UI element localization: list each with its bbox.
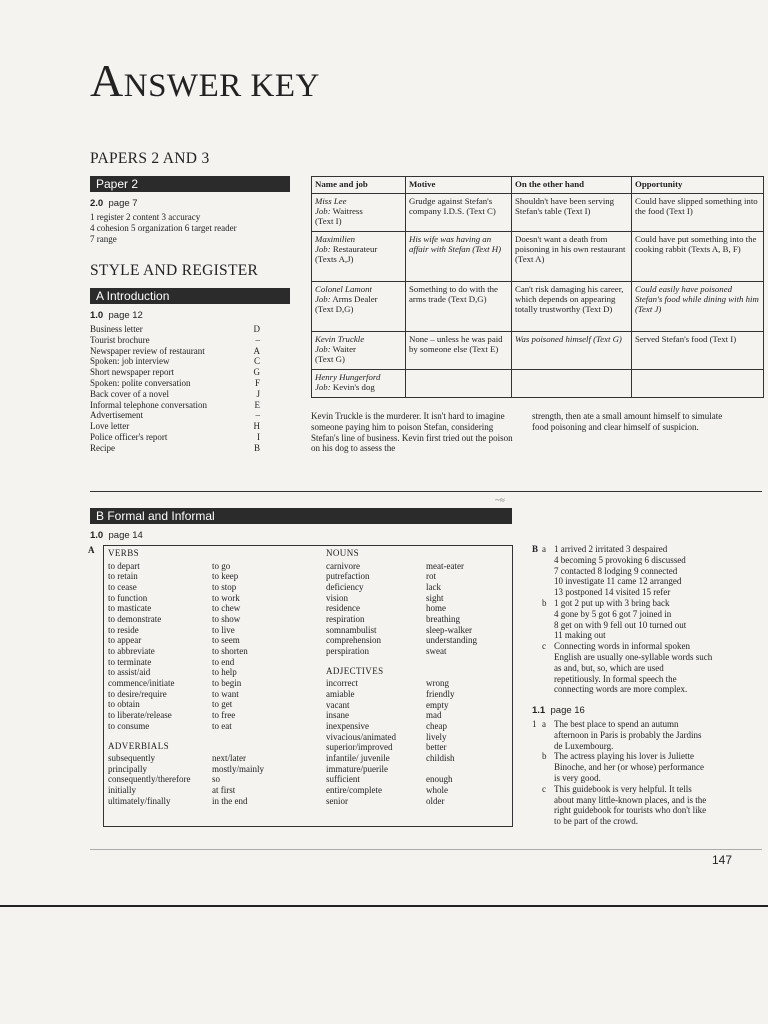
table-row (312, 332, 764, 370)
paper2-bar: Paper 2 (90, 176, 290, 192)
name-cell: Henry Hungerford Job: Kevin's dog (312, 370, 406, 398)
other-hand-cell: Can't risk damaging his career, which depends on appearing totally trustworthy (Text D) (512, 282, 632, 332)
list-item: Newspaper review of restaurant A (90, 345, 260, 356)
page-title: ANSWER KEY (90, 55, 320, 106)
list-item: Tourist brochure – (90, 334, 260, 345)
list-item: Police officer's report I (90, 431, 260, 442)
list-item: amiable friendly (326, 688, 455, 699)
list-item: comprehension understanding (326, 635, 477, 646)
list-item: to cease to stop (108, 581, 237, 592)
name-cell: Kevin Truckle Job: Waiter (Text G) (312, 332, 406, 370)
conclusion-right: strength, then ate a small amount himself to simulate food poisoning and clear himself of suspicion. (532, 411, 723, 432)
table-row (312, 370, 764, 398)
other-hand-cell: Shouldn't have been serving Stefan's table (Text I) (512, 194, 632, 232)
column-header: On the other hand (512, 177, 632, 194)
list-item: Spoken: polite conversation F (90, 377, 260, 388)
list-item: residence home (326, 603, 446, 614)
section-1-1-heading: 1.1 page 16 (532, 705, 585, 716)
list-item: sufficient enough (326, 774, 453, 785)
list-item: to obtain to get (108, 699, 233, 710)
list-item: ultimately/finally in the end (108, 795, 248, 806)
opportunity-cell: Could have put something into the cooking rabbit (Texts A, B, F) (632, 232, 764, 282)
opportunity-cell: Served Stefan's food (Text I) (632, 332, 764, 370)
list-item: to appear to seem (108, 635, 240, 646)
list-item: entire/complete whole (326, 785, 448, 796)
list-item: to masticate to chew (108, 603, 241, 614)
footer-rule (90, 849, 762, 850)
motive-cell: Something to do with the arms trade (Text D,G) (406, 282, 512, 332)
list-item: initially at first (108, 785, 236, 796)
column-header: Opportunity (632, 177, 764, 194)
list-item: Short newspaper report G (90, 367, 260, 378)
formal-informal-bar: B Formal and Informal (90, 508, 512, 524)
part-b-answers: B a 1 arrived 2 irritated 3 despaired 4 becoming 5 provoking 6 discussed 7 contacted 8 lodging 9 connected 10 investigate 11 came 12 arranged 13 postponed 14 visited 15 refer b 1 got 2 put up with 3 bring back 4 gone by 5 got 6 got 7 joined in 8 get on with 9 fell out 10 turned out 11 making out c Connecting words in informal spoken English are usually one-syllable words such as and, but, so, which are used repetitiously. In formal speech the connecting words are more complex. (532, 544, 713, 695)
list-item: superior/improved better (326, 742, 447, 753)
list-item: deficiency lack (326, 581, 441, 592)
list-item: perspiration sweat (326, 646, 447, 656)
list-item: to reside to live (108, 624, 235, 635)
list-item: vacant empty (326, 699, 449, 710)
opportunity-cell (632, 370, 764, 398)
suspects-table (311, 176, 764, 398)
style-register-title: STYLE AND REGISTER (90, 262, 259, 279)
list-item: incorrect wrong (326, 678, 449, 689)
motive-cell (406, 370, 512, 398)
list-item: to liberate/release to free (108, 710, 236, 721)
list-item: to desire/require to want (108, 688, 239, 699)
list-item: to consume to eat (108, 720, 232, 731)
list-item: to function to work (108, 592, 240, 603)
introduction-bar: A Introduction (90, 288, 290, 304)
formal-heading: 1.0 page 14 (90, 530, 143, 541)
list-item: to terminate to end (108, 656, 235, 667)
list-item: consequently/therefore so (108, 774, 221, 785)
list-item: to abbreviate to shorten (108, 646, 248, 656)
list-item: to retain to keep (108, 571, 239, 582)
list-item: Business letter D (90, 324, 260, 334)
ornament-icon: ~≈ (495, 495, 505, 505)
list-item: insane mad (326, 710, 442, 721)
table-row (312, 194, 764, 232)
table-row (312, 282, 764, 332)
introduction-list (90, 324, 260, 454)
verbs-heading: VERBS (108, 548, 140, 558)
nouns-column (326, 548, 511, 806)
list-item: principally mostly/mainly (108, 763, 265, 774)
verbs-column (108, 548, 318, 806)
list-item: Love letter H (90, 421, 260, 432)
list-item: respiration breathing (326, 613, 460, 624)
list-item: Informal telephone conversation E (90, 399, 260, 410)
list-item: vivacious/animated lively (326, 731, 447, 742)
list-item: Back cover of a novel J (90, 388, 260, 399)
list-item: commence/initiate to begin (108, 678, 242, 689)
list-item: to demonstrate to show (108, 613, 241, 624)
list-item: inexpensive cheap (326, 720, 447, 731)
list-item: senior older (326, 795, 445, 806)
page-number: 147 (712, 853, 733, 867)
list-item: somnambulist sleep-walker (326, 624, 472, 635)
motive-cell: None – unless he was paid by someone else (Text E) (406, 332, 512, 370)
introduction-heading: 1.0 page 12 (90, 310, 143, 321)
list-item: immature/puerile (326, 763, 388, 774)
part-b-label: B (532, 544, 539, 554)
name-cell: Miss Lee Job: Waitress (Text I) (312, 194, 406, 232)
part-a-label: A (88, 545, 95, 555)
adverbials-heading: ADVERBIALS (108, 740, 170, 751)
opportunity-cell: Could have slipped something into the food (Text I) (632, 194, 764, 232)
other-hand-cell (512, 370, 632, 398)
list-item: to depart to go (108, 560, 231, 571)
section-divider (90, 491, 762, 492)
motive-cell: Grudge against Stefan's company I.D.S. (Text C) (406, 194, 512, 232)
section-title: PAPERS 2 AND 3 (90, 150, 210, 167)
list-item: putrefaction rot (326, 571, 436, 582)
list-item: Advertisement – (90, 410, 260, 421)
other-hand-cell: Was poisoned himself (Text G) (512, 332, 632, 370)
opportunity-cell: Could easily have poisoned Stefan's food while dining with him (Text J) (632, 282, 764, 332)
list-item: infantile/ juvenile childish (326, 753, 455, 763)
list-item: subsequently next/later (108, 753, 246, 763)
paper2-answers: 1 register 2 content 3 accuracy 4 cohesion 5 organization 6 target reader 7 range (90, 212, 237, 244)
adjectives-heading: ADJECTIVES (326, 665, 384, 676)
name-cell: Colonel Lamont Job: Arms Dealer (Text D,G) (312, 282, 406, 332)
table-row (312, 232, 764, 282)
other-hand-cell: Doesn't want a death from poisoning in his own restaurant (Text A) (512, 232, 632, 282)
column-header: Motive (406, 177, 512, 194)
motive-cell: His wife was having an affair with Stefan (Text H) (406, 232, 512, 282)
bottom-edge (0, 905, 768, 907)
list-item: Spoken: job interview C (90, 356, 260, 367)
table-header-row (312, 177, 764, 194)
list-item: vision sight (326, 592, 444, 603)
conclusion-left: Kevin Truckle is the murderer. It isn't hard to imagine someone paying him to poison Stefan, considering Stefan's line of business. Kevin first tried out the poison on his dog to assess the (311, 411, 513, 454)
section-1-1-answers: 1 a The best place to spend an autumn afternoon in Paris is probably the Jardins de Luxembourg. b The actress playing his lover is Juliette Binoche, and her (or whose) performance is very good. c This guidebook is very helpful. It tells about many little-known places, and is the right guidebook for tourists who don't like to be part of the crowd. (532, 719, 707, 827)
nouns-heading: NOUNS (326, 548, 360, 558)
list-item: carnivore meat-eater (326, 560, 464, 571)
paper2-heading: 2.0 page 7 (90, 198, 138, 209)
name-cell: Maximilien Job: Restaurateur (Texts A,J) (312, 232, 406, 282)
list-item: to assist/aid to help (108, 667, 237, 678)
list-item: Recipe B (90, 442, 260, 453)
column-header: Name and job (312, 177, 406, 194)
